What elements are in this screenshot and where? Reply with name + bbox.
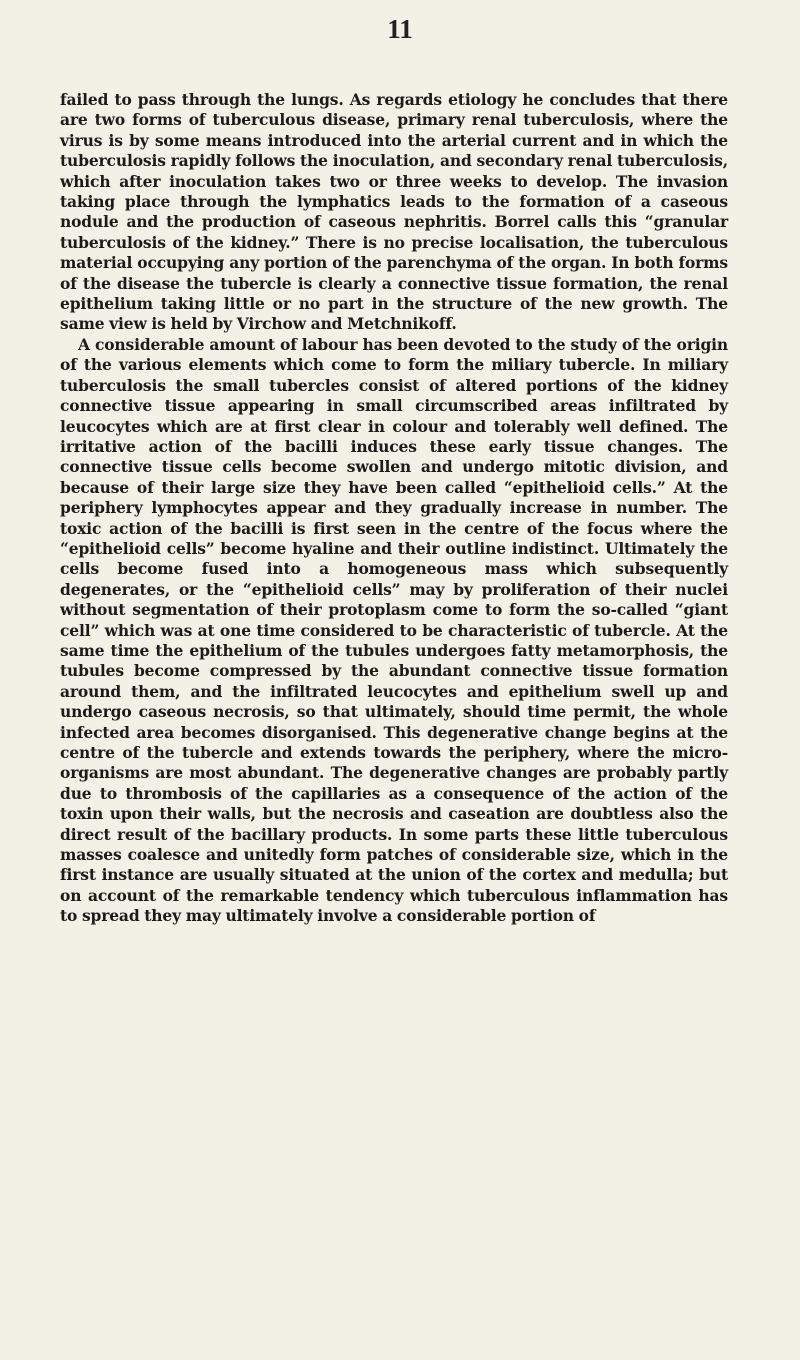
body-text [60,90,728,927]
page-number: 11 [387,14,413,44]
paragraph-2: A considerable amount of labour has been devoted to the study of the origin of the various elements which come to form the miliary tubercle. In miliary tuberculosis the small tubercles consist of altered portions of the kidney connective tissue appearing in small circumscribed areas infiltrated by leucocytes which are at first clear in colour and tolerably well defined. The irritative action of the bacilli induces these early tissue changes. The connective tissue cells become swollen and undergo mitotic division, and because of their large size they have been called “epithelioid cells.” At the periphery lymphocytes appear and they gradually increase in number. The toxic action of the bacilli is first seen in the centre of the focus where the “epithelioid cells” become hyaline and their outline indistinct. Ultimately the cells become fused into a homogeneous mass which subsequently degenerates, or the “epithelioid cells” may by proliferation of their nuclei without segmentation of their protoplasm come to form the so-called “giant cell” which was at one time considered to be characteristic of tubercle. At the same time the epithelium of the tubules undergoes fatty metamorphosis, the tubules become compressed by the abundant connective tissue formation around them, and the infiltrated leucocytes and epithelium swell up and undergo caseous necrosis, so that ultimately, should time permit, the whole infected area becomes disorganised. This degenerative change begins at the centre of the tubercle and extends towards the periphery, where the micro-organisms are most abundant. The degenerative changes are probably partly due to thrombosis of the capillaries as a consequence of the action of the toxin upon their walls, but the necrosis and caseation are doubtless also the direct result of the bacillary products. In some parts these little tuberculous masses coalesce and unitedly form patches of considerable size, which in the first instance are usually situated at the union of the cortex and medulla; but on account of the remarkable tendency which tuberculous inflammation has to spread they may ultimately involve a considerable portion of [60,334,728,926]
paragraph-1: failed to pass through the lungs. As regards etiology he concludes that there are two forms of tuberculous disease, primary renal tuberculosis, where the virus is by some means introduced into the arterial current and in which the tuberculosis rapidly follows the inoculation, and secondary renal tuberculosis, which after inoculation takes two or three weeks to develop. The invasion taking place through the lymphatics leads to the formation of a caseous nodule and the production of caseous nephritis. Borrel calls this “granular tuberculosis of the kidney.” There is no precise localisation, the tuberculous material occupying any portion of the parenchyma of the organ. In both forms of the disease the tubercle is clearly a connective tissue formation, the renal epithelium taking little or no part in the structure of the new growth. The same view is held by Virchow and Metchnikoff. [60,90,728,334]
